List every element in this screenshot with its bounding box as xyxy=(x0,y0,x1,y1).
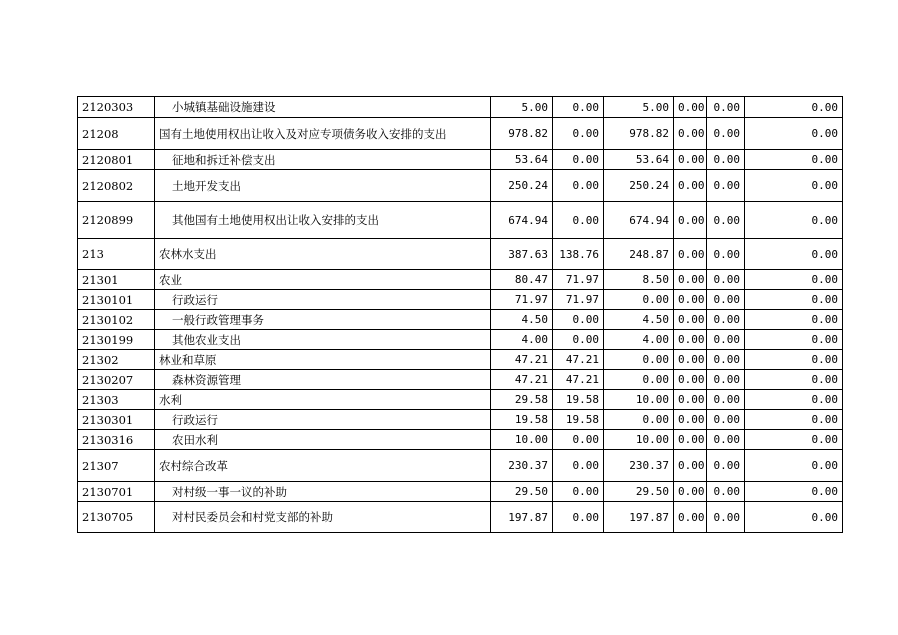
subject-name-cell: 行政运行 xyxy=(155,290,491,310)
amount-cell: 0.00 xyxy=(745,97,843,118)
amount-cell: 0.00 xyxy=(707,239,745,270)
amount-cell: 19.58 xyxy=(491,410,553,430)
table-row xyxy=(78,310,843,330)
subject-name-cell: 土地开发支出 xyxy=(155,170,491,202)
table-row xyxy=(78,118,843,150)
subject-name-cell: 小城镇基础设施建设 xyxy=(155,97,491,118)
amount-cell: 71.97 xyxy=(553,270,604,290)
table-row xyxy=(78,270,843,290)
amount-cell: 0.00 xyxy=(674,330,707,350)
subject-name-cell: 农村综合改革 xyxy=(155,450,491,482)
amount-cell: 0.00 xyxy=(745,118,843,150)
amount-cell: 47.21 xyxy=(491,350,553,370)
amount-cell: 0.00 xyxy=(707,202,745,239)
amount-cell: 0.00 xyxy=(553,97,604,118)
amount-cell: 0.00 xyxy=(707,170,745,202)
amount-cell: 0.00 xyxy=(604,410,674,430)
amount-cell: 0.00 xyxy=(674,502,707,533)
amount-cell: 0.00 xyxy=(707,370,745,390)
amount-cell: 0.00 xyxy=(674,270,707,290)
table-row xyxy=(78,502,843,533)
subject-code-cell: 21208 xyxy=(78,118,155,150)
amount-cell: 8.50 xyxy=(604,270,674,290)
subject-name-cell: 其他农业支出 xyxy=(155,330,491,350)
amount-cell: 0.00 xyxy=(674,482,707,502)
amount-cell: 47.21 xyxy=(491,370,553,390)
amount-cell: 674.94 xyxy=(491,202,553,239)
amount-cell: 0.00 xyxy=(674,450,707,482)
amount-cell: 47.21 xyxy=(553,370,604,390)
subject-code-cell: 2120801 xyxy=(78,150,155,170)
table-body xyxy=(78,97,843,533)
table-row xyxy=(78,390,843,410)
table-row xyxy=(78,482,843,502)
amount-cell: 0.00 xyxy=(707,118,745,150)
amount-cell: 10.00 xyxy=(604,430,674,450)
table-row xyxy=(78,450,843,482)
amount-cell: 0.00 xyxy=(707,450,745,482)
subject-name-cell: 农田水利 xyxy=(155,430,491,450)
amount-cell: 0.00 xyxy=(707,502,745,533)
amount-cell: 4.00 xyxy=(604,330,674,350)
amount-cell: 0.00 xyxy=(674,202,707,239)
amount-cell: 71.97 xyxy=(553,290,604,310)
amount-cell: 0.00 xyxy=(674,118,707,150)
amount-cell: 29.50 xyxy=(491,482,553,502)
subject-code-cell: 213 xyxy=(78,239,155,270)
table-row xyxy=(78,150,843,170)
amount-cell: 0.00 xyxy=(745,482,843,502)
amount-cell: 0.00 xyxy=(553,170,604,202)
subject-name-cell: 行政运行 xyxy=(155,410,491,430)
subject-code-cell: 2130316 xyxy=(78,430,155,450)
subject-code-cell: 2120899 xyxy=(78,202,155,239)
amount-cell: 0.00 xyxy=(745,450,843,482)
table-row xyxy=(78,430,843,450)
amount-cell: 0.00 xyxy=(745,410,843,430)
amount-cell: 5.00 xyxy=(491,97,553,118)
amount-cell: 0.00 xyxy=(674,390,707,410)
amount-cell: 0.00 xyxy=(745,239,843,270)
amount-cell: 0.00 xyxy=(745,390,843,410)
subject-code-cell: 21303 xyxy=(78,390,155,410)
subject-code-cell: 2130705 xyxy=(78,502,155,533)
subject-code-cell: 2130102 xyxy=(78,310,155,330)
amount-cell: 19.58 xyxy=(553,410,604,430)
amount-cell: 0.00 xyxy=(707,482,745,502)
subject-code-cell: 21307 xyxy=(78,450,155,482)
amount-cell: 0.00 xyxy=(674,350,707,370)
amount-cell: 230.37 xyxy=(491,450,553,482)
amount-cell: 674.94 xyxy=(604,202,674,239)
budget-expenditure-table xyxy=(77,96,843,533)
amount-cell: 53.64 xyxy=(491,150,553,170)
subject-code-cell: 2130199 xyxy=(78,330,155,350)
amount-cell: 0.00 xyxy=(674,310,707,330)
amount-cell: 197.87 xyxy=(604,502,674,533)
amount-cell: 0.00 xyxy=(745,310,843,330)
table-row xyxy=(78,330,843,350)
subject-code-cell: 2130301 xyxy=(78,410,155,430)
amount-cell: 0.00 xyxy=(553,330,604,350)
amount-cell: 0.00 xyxy=(707,97,745,118)
amount-cell: 0.00 xyxy=(553,502,604,533)
amount-cell: 0.00 xyxy=(674,97,707,118)
amount-cell: 0.00 xyxy=(707,290,745,310)
amount-cell: 0.00 xyxy=(553,430,604,450)
amount-cell: 53.64 xyxy=(604,150,674,170)
amount-cell: 0.00 xyxy=(674,430,707,450)
amount-cell: 0.00 xyxy=(745,170,843,202)
amount-cell: 0.00 xyxy=(553,118,604,150)
amount-cell: 29.58 xyxy=(491,390,553,410)
amount-cell: 71.97 xyxy=(491,290,553,310)
amount-cell: 248.87 xyxy=(604,239,674,270)
amount-cell: 0.00 xyxy=(707,310,745,330)
amount-cell: 10.00 xyxy=(604,390,674,410)
subject-name-cell: 国有土地使用权出让收入及对应专项债务收入安排的支出 xyxy=(155,118,491,150)
amount-cell: 0.00 xyxy=(707,410,745,430)
amount-cell: 0.00 xyxy=(745,150,843,170)
amount-cell: 0.00 xyxy=(674,370,707,390)
subject-code-cell: 2130207 xyxy=(78,370,155,390)
amount-cell: 80.47 xyxy=(491,270,553,290)
subject-name-cell: 一般行政管理事务 xyxy=(155,310,491,330)
amount-cell: 5.00 xyxy=(604,97,674,118)
amount-cell: 250.24 xyxy=(491,170,553,202)
amount-cell: 19.58 xyxy=(553,390,604,410)
amount-cell: 0.00 xyxy=(553,450,604,482)
amount-cell: 4.00 xyxy=(491,330,553,350)
amount-cell: 0.00 xyxy=(745,202,843,239)
subject-code-cell: 2130701 xyxy=(78,482,155,502)
amount-cell: 0.00 xyxy=(745,502,843,533)
subject-name-cell: 征地和拆迁补偿支出 xyxy=(155,150,491,170)
subject-code-cell: 2120303 xyxy=(78,97,155,118)
amount-cell: 0.00 xyxy=(553,482,604,502)
amount-cell: 0.00 xyxy=(707,270,745,290)
amount-cell: 0.00 xyxy=(553,310,604,330)
amount-cell: 0.00 xyxy=(604,290,674,310)
amount-cell: 978.82 xyxy=(491,118,553,150)
amount-cell: 250.24 xyxy=(604,170,674,202)
amount-cell: 10.00 xyxy=(491,430,553,450)
amount-cell: 0.00 xyxy=(745,370,843,390)
table-row xyxy=(78,239,843,270)
subject-code-cell: 21302 xyxy=(78,350,155,370)
table-row xyxy=(78,290,843,310)
amount-cell: 0.00 xyxy=(745,330,843,350)
amount-cell: 387.63 xyxy=(491,239,553,270)
amount-cell: 4.50 xyxy=(491,310,553,330)
subject-name-cell: 森林资源管理 xyxy=(155,370,491,390)
subject-code-cell: 21301 xyxy=(78,270,155,290)
table-row xyxy=(78,350,843,370)
amount-cell: 0.00 xyxy=(745,290,843,310)
amount-cell: 0.00 xyxy=(553,150,604,170)
table-row xyxy=(78,170,843,202)
subject-code-cell: 2120802 xyxy=(78,170,155,202)
table-row xyxy=(78,370,843,390)
amount-cell: 0.00 xyxy=(745,430,843,450)
amount-cell: 0.00 xyxy=(707,350,745,370)
subject-name-cell: 农业 xyxy=(155,270,491,290)
amount-cell: 0.00 xyxy=(604,370,674,390)
subject-name-cell: 对村级一事一议的补助 xyxy=(155,482,491,502)
amount-cell: 197.87 xyxy=(491,502,553,533)
amount-cell: 4.50 xyxy=(604,310,674,330)
amount-cell: 0.00 xyxy=(707,430,745,450)
subject-name-cell: 其他国有土地使用权出让收入安排的支出 xyxy=(155,202,491,239)
subject-name-cell: 对村民委员会和村党支部的补助 xyxy=(155,502,491,533)
table-row xyxy=(78,410,843,430)
amount-cell: 0.00 xyxy=(604,350,674,370)
table-row xyxy=(78,202,843,239)
amount-cell: 0.00 xyxy=(674,410,707,430)
subject-name-cell: 水利 xyxy=(155,390,491,410)
amount-cell: 0.00 xyxy=(674,239,707,270)
amount-cell: 0.00 xyxy=(707,390,745,410)
subject-name-cell: 农林水支出 xyxy=(155,239,491,270)
amount-cell: 47.21 xyxy=(553,350,604,370)
amount-cell: 0.00 xyxy=(707,150,745,170)
amount-cell: 0.00 xyxy=(553,202,604,239)
amount-cell: 0.00 xyxy=(707,330,745,350)
amount-cell: 0.00 xyxy=(745,270,843,290)
amount-cell: 29.50 xyxy=(604,482,674,502)
subject-name-cell: 林业和草原 xyxy=(155,350,491,370)
amount-cell: 0.00 xyxy=(674,170,707,202)
amount-cell: 0.00 xyxy=(674,150,707,170)
amount-cell: 978.82 xyxy=(604,118,674,150)
subject-code-cell: 2130101 xyxy=(78,290,155,310)
table-row xyxy=(78,97,843,118)
amount-cell: 0.00 xyxy=(674,290,707,310)
amount-cell: 230.37 xyxy=(604,450,674,482)
amount-cell: 138.76 xyxy=(553,239,604,270)
amount-cell: 0.00 xyxy=(745,350,843,370)
